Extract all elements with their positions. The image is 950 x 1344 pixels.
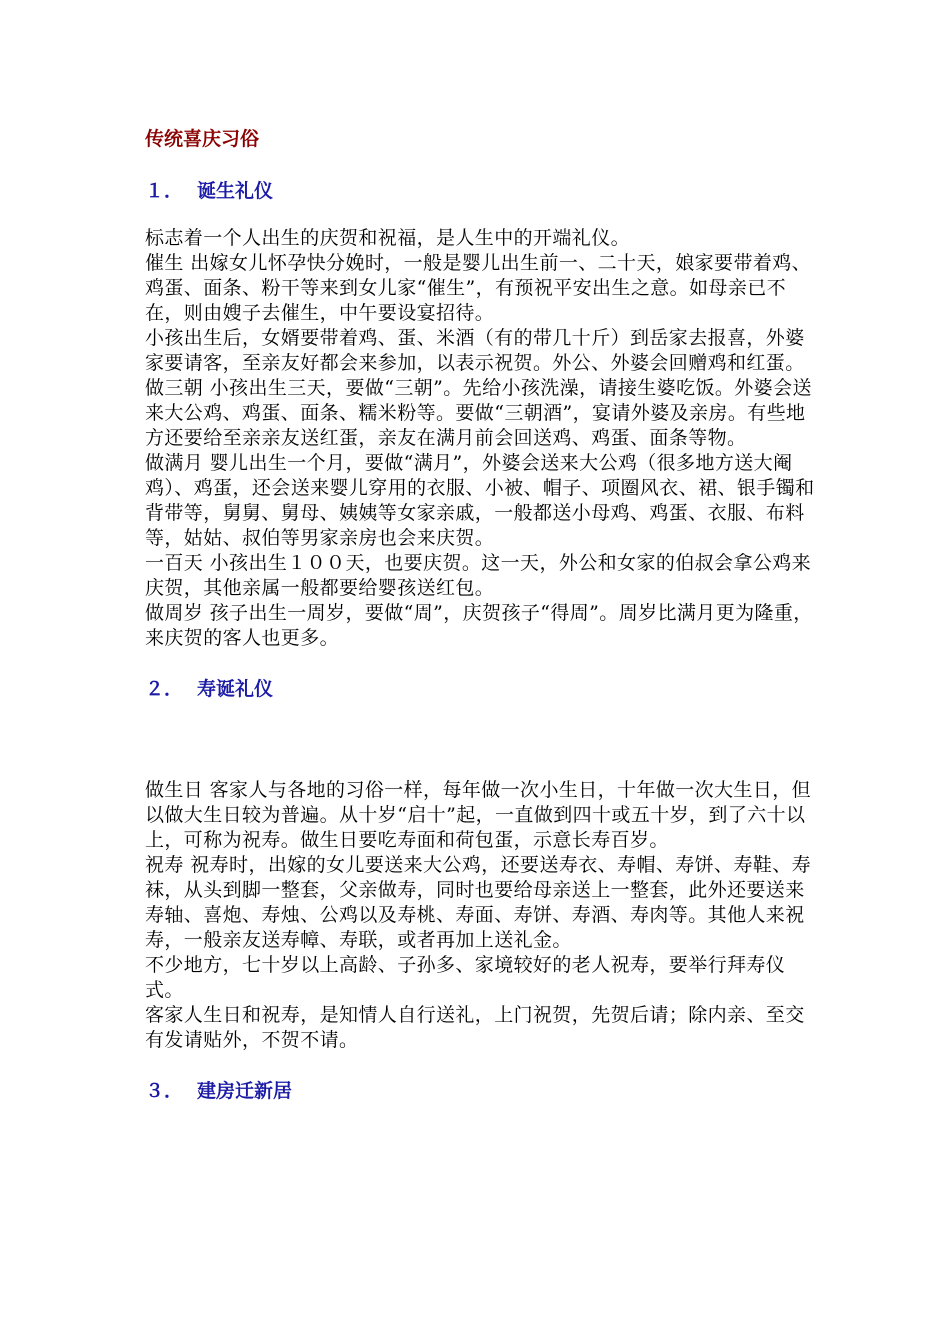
paragraph: 做生日 客家人与各地的习俗一样，每年做一次小生日，十年做一次大生日，但以做大生日较为普遍。从十岁“启十”起，一直做到四十或五十岁，到了六十以上，可称为祝寿。做生日要吃寿面和荷包蛋，示意长寿百岁。	[145, 779, 812, 851]
section-heading-birthday	[145, 674, 815, 704]
paragraph: 一百天 小孩出生１００天，也要庆贺。这一天，外公和女家的伯叔会拿公鸡来庆贺，其他亲属一般都要给婴孩送红包。	[145, 552, 812, 599]
paragraph: 做周岁 孩子出生一周岁，要做“周”，庆贺孩子“得周”。周岁比满月更为隆重，来庆贺的客人也更多。	[145, 602, 813, 649]
section-body-birthday	[145, 778, 815, 1053]
section-title: 寿诞礼仪	[197, 678, 274, 700]
paragraph: 做满月 婴儿出生一个月，要做“满月”，外婆会送来大公鸡（很多地方送大阉鸡）、鸡蛋，还会送来婴儿穿用的衣服、小被、帽子、项圈风衣、裙、银手镯和背带等，舅舅、舅母、姨姨等女家亲戚，一般都送小母鸡、鸡蛋、衣服、布料等，姑姑、叔伯等男家亲房也会来庆贺。	[145, 452, 815, 549]
section-number: ２．	[145, 678, 184, 700]
section-heading-new-house	[145, 1076, 815, 1106]
section-number: １．	[145, 180, 184, 202]
paragraph: 不少地方，七十岁以上高龄、子孙多、家境较好的老人祝寿，要举行拜寿仪式。	[145, 954, 786, 1001]
section-heading-birth	[145, 176, 815, 206]
section-body-birth	[145, 226, 815, 651]
paragraph: 客家人生日和祝寿，是知情人自行送礼，上门祝贺，先贺后请；除内亲、至交有发请贴外，不贺不请。	[145, 1004, 805, 1051]
paragraph: 做三朝 小孩出生三天，要做“三朝”。先给小孩洗澡，请接生婆吃饭。外婆会送来大公鸡、鸡蛋、面条、糯米粉等。要做“三朝酒”，宴请外婆及亲房。有些地方还要给至亲亲友送红蛋，亲友在满月前会回送鸡、鸡蛋、面条等物。	[145, 377, 812, 449]
section-title: 诞生礼仪	[197, 180, 274, 202]
paragraph: 祝寿 祝寿时，出嫁的女儿要送来大公鸡，还要送寿衣、寿帽、寿饼、寿鞋、寿袜，从头到脚一整套，父亲做寿，同时也要给母亲送上一整套，此外还要送来寿轴、喜炮、寿烛、公鸡以及寿桃、寿面、寿饼、寿酒、寿肉等。其他人来祝寿，一般亲友送寿幛、寿联，或者再加上送礼金。	[145, 854, 812, 951]
document-title: 传统喜庆习俗	[145, 128, 260, 150]
paragraph: 标志着一个人出生的庆贺和祝福，是人生中的开端礼仪。	[145, 227, 631, 249]
paragraph: 小孩出生后，女婿要带着鸡、蛋、米酒（有的带几十斤）到岳家去报喜，外婆家要请客，至亲友好都会来参加，以表示祝贺。外公、外婆会回赠鸡和红蛋。	[145, 327, 805, 374]
section-number: ３．	[145, 1080, 184, 1102]
document-page	[145, 124, 815, 1106]
section-title: 建房迁新居	[197, 1080, 293, 1102]
paragraph: 催生 出嫁女儿怀孕快分娩时，一般是婴儿出生前一、二十天，娘家要带着鸡、鸡蛋、面条、粉干等来到女儿家“催生”，有预祝平安出生之意。如母亲已不在，则由嫂子去催生，中午要设宴招待。	[145, 252, 812, 324]
